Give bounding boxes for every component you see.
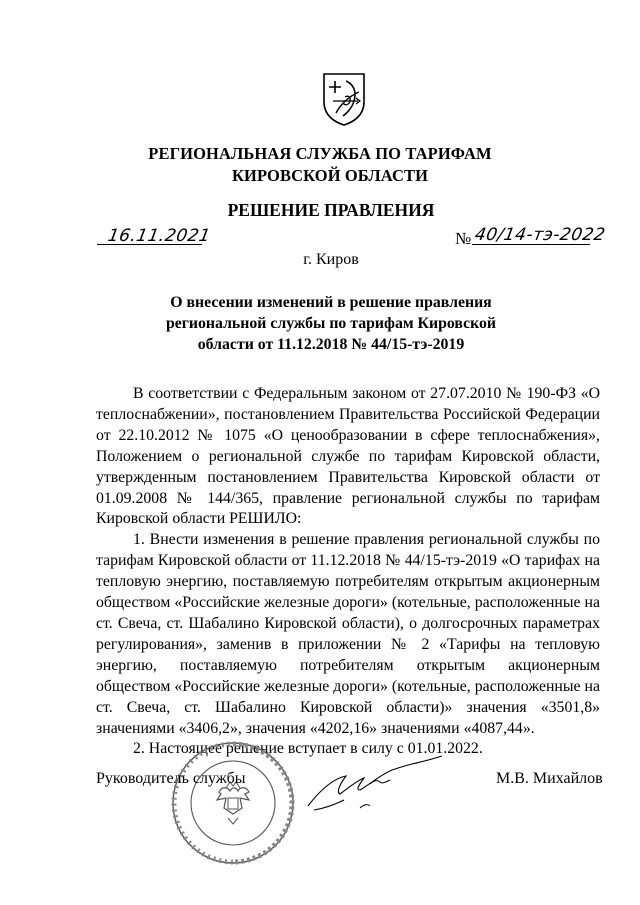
body-paragraph-item2: 2. Настоящее решение вступает в силу с 01.01.2022. [133, 740, 483, 758]
subject-line1: О внесении изменений в решение правления [170, 294, 492, 311]
subject-line3: области от 11.12.2018 № 44/15-тэ-2019 [197, 336, 465, 353]
signatory-role: Руководитель службы [96, 770, 246, 787]
organization-name-line1: РЕГИОНАЛЬНАЯ СЛУЖБА ПО ТАРИФАМ [148, 144, 492, 163]
document-number: 40/14-тэ-2022 [473, 225, 608, 245]
signatory-name: М.В. Михайлов [496, 770, 603, 787]
organization-name-line2: КИРОВСКОЙ ОБЛАСТИ [231, 166, 429, 185]
kirov-coat-of-arms-icon [321, 72, 367, 126]
subject-line2: региональной службы по тарифам Кировской [165, 315, 497, 332]
body-paragraph-preamble: В соответствии с Федеральным законом от 27.07.2010 № 190-ФЗ «О теплоснабжении», постановлением Правительства Российской Федерации от 22.10.2012 № 1075 «О ценообразовании в сфере теплоснабжения», Положением о региональной службе по тарифам Кировской области, утвержденным постановлением Правительства Кировской области от 01.09.2008 № 144/365, правление региональной службы по тарифам Кировской области РЕШИЛО: [96, 385, 600, 528]
body-paragraph-item1: 1. Внести изменения в решение правления региональной службы по тарифам Кировской области от 11.12.2018 № 44/15-тэ-2019 «О тарифах на тепловую энергию, поставляемую потребителям открытым акционерным обществом «Российские железные дороги» (котельные, расположенные на ст. Свеча, ст. Шабалино Кировской области), о долгосрочных параметрах регулирования», заменив в приложении № 2 «Тарифы на тепловую энергию, поставляемую потребителям открытым акционерным обществом «Российские железные дороги» (котельные, расположенные на ст. Свеча, ст. Шабалино Кировской области)» значения «3501,8» значениями «3406,2», значения «4202,16» значениями «4087,44». [96, 531, 600, 737]
handwritten-signature-icon [300, 750, 450, 820]
number-label: № [455, 229, 472, 248]
document-type-title: РЕШЕНИЕ ПРАВЛЕНИЯ [227, 200, 435, 220]
city: г. Киров [303, 251, 359, 268]
date-underline [97, 244, 202, 245]
document-subject [0, 292, 640, 355]
document-body [96, 384, 600, 760]
number-underline [472, 244, 590, 245]
official-seal-icon [170, 740, 296, 866]
document-date: 16.11.2021 [106, 226, 213, 246]
